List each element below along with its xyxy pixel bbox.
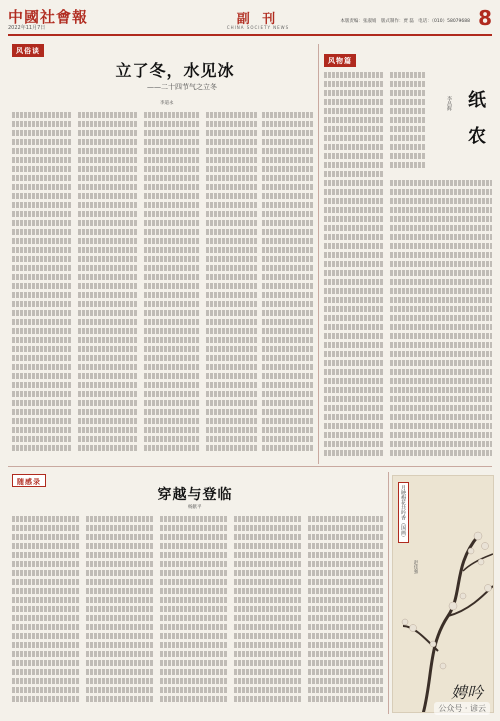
section-subtitle: CHINA SOCIETY NEWS — [226, 25, 290, 30]
article-body-column — [144, 112, 200, 462]
article-title-vertical: 纸 农 — [465, 90, 486, 151]
article-body-column — [390, 180, 492, 462]
article-body-column — [262, 112, 314, 462]
article-author: 杨献平 — [188, 505, 202, 510]
editor-credits: 本版责编：张淑娟 版式制作：贾 磊 电话：（010）58079688 — [340, 19, 470, 24]
section-divider — [8, 466, 492, 467]
painting-caption: 月映梅花共吟香（国画） — [398, 482, 409, 543]
section-title: 副 刊 — [236, 12, 280, 27]
article-body-column — [206, 112, 258, 462]
issue-date: 2022年11月7日 — [8, 25, 46, 31]
column-divider — [388, 472, 389, 714]
article-subtitle: ——二十四节气之立冬 — [147, 83, 217, 91]
article-body-column — [12, 516, 80, 712]
article-body-column — [78, 112, 138, 462]
column-tag-fengsu: 风俗谈 — [12, 44, 44, 57]
article-body-column — [234, 516, 302, 712]
article-body-column — [324, 72, 384, 462]
column-tag-suigan: 随感录 — [12, 474, 46, 487]
article-headline: 立了冬，水见冰 — [115, 61, 235, 80]
article-body-column — [308, 516, 384, 712]
article-author: 李昌辉 — [446, 96, 452, 111]
watermark: 公众号 · 谚云 — [434, 702, 490, 715]
painting-artist: 赵佳强 — [413, 560, 418, 574]
page-number: 8 — [478, 6, 492, 30]
article-body-column — [86, 516, 154, 712]
column-tag-fengwu: 风物篇 — [324, 54, 356, 67]
article-headline: 穿越与登临 — [157, 487, 233, 503]
article-body-column — [160, 516, 228, 712]
svg-text:娉吟: 娉吟 — [451, 683, 484, 702]
article-author: 李道永 — [160, 101, 174, 106]
masthead — [8, 6, 492, 36]
article-body-column — [390, 72, 426, 172]
article-body-column — [12, 112, 72, 462]
column-divider — [318, 44, 319, 464]
newspaper-logo: 中國社會報 — [8, 8, 89, 26]
